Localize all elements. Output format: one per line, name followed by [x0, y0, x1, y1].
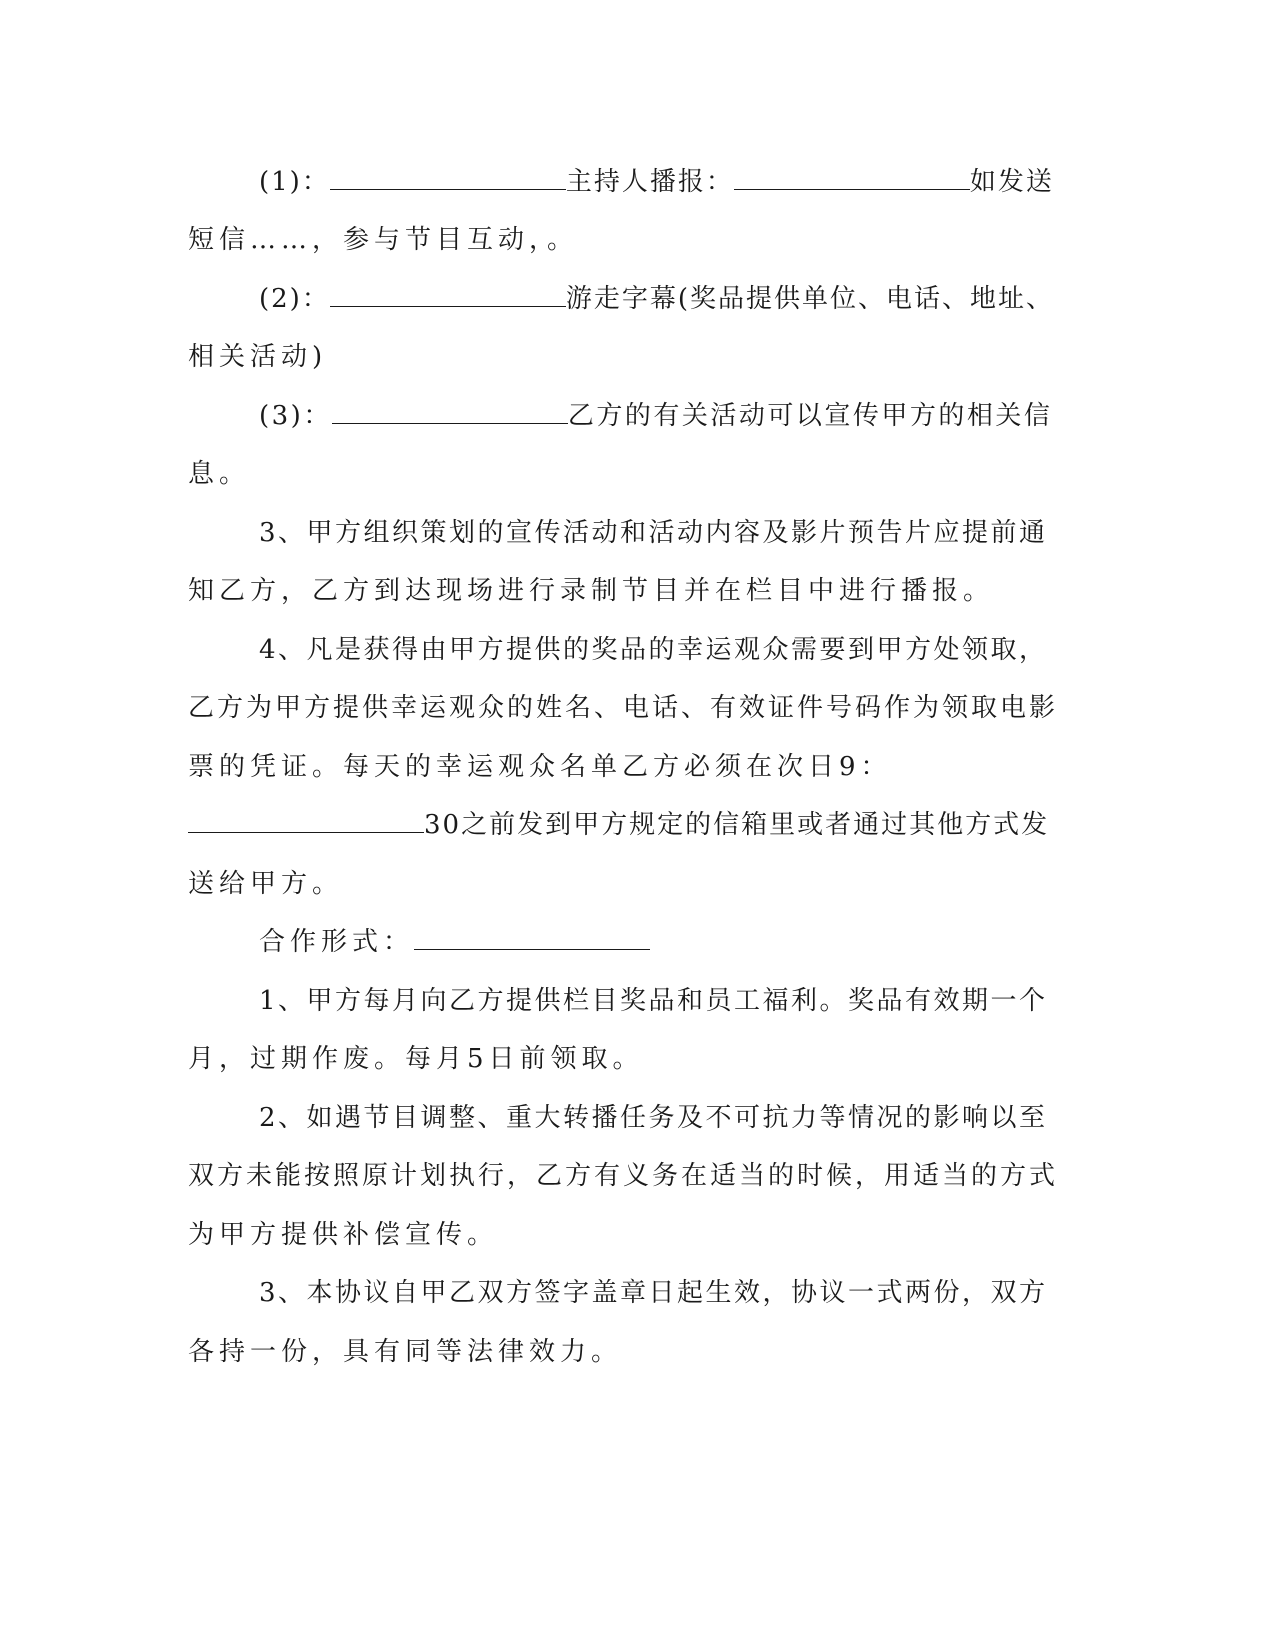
- item-text: 主持人播报：: [565, 167, 734, 197]
- blank-field: [188, 810, 424, 833]
- item-number: (2)：: [259, 284, 330, 314]
- cooperation-form-line: [259, 925, 650, 959]
- paragraph-1-line-2: 短信……，参与节目互动，。: [188, 225, 579, 255]
- paragraph-8-line-3: 为甲方提供补偿宣传。: [188, 1220, 499, 1250]
- item-text: 乙方的有关活动可以宣传甲方的相关信: [567, 401, 1053, 431]
- item-number: (3)：: [259, 401, 332, 431]
- paragraph-1-line-1: [259, 165, 1054, 199]
- paragraph-7-line-1: 1、甲方每月向乙方提供栏目奖品和员工福利。奖品有效期一个: [259, 986, 1048, 1016]
- paragraph-5-line-5: 送给甲方。: [188, 869, 344, 899]
- item-text: 如发送: [969, 167, 1054, 197]
- paragraph-5-line-4: [188, 808, 1049, 842]
- paragraph-5-line-2: 乙方为甲方提供幸运观众的姓名、电话、有效证件号码作为领取电影: [188, 693, 1059, 723]
- paragraph-4-line-2: 知乙方，乙方到达现场进行录制节目并在栏目中进行播报。: [188, 576, 995, 606]
- paragraph-7-line-2: 月，过期作废。每月5日前领取。: [188, 1044, 644, 1074]
- paragraph-2-line-2: 相关活动): [188, 342, 328, 372]
- paragraph-3-line-1: [259, 399, 1052, 433]
- blank-field: [330, 167, 566, 190]
- paragraph-5-line-3: 票的凭证。每天的幸运观众名单乙方必须在次日9：: [188, 752, 892, 782]
- cooperation-form-label: 合作形式：: [259, 927, 415, 957]
- blank-field: [330, 284, 566, 307]
- paragraph-5-line-1: 4、凡是获得由甲方提供的奖品的幸运观众需要到甲方处领取，: [259, 635, 1048, 665]
- paragraph-9-line-2: 各持一份，具有同等法律效力。: [188, 1337, 623, 1367]
- blank-field: [414, 927, 650, 950]
- item-text: 游走字幕(奖品提供单位、电话、地址、: [565, 284, 1054, 314]
- paragraph-4-line-1: 3、甲方组织策划的宣传活动和活动内容及影片预告片应提前通: [259, 518, 1048, 548]
- blank-field: [734, 167, 970, 190]
- paragraph-9-line-1: 3、本协议自甲乙双方签字盖章日起生效，协议一式两份，双方: [259, 1278, 1048, 1308]
- item-text: 30之前发到甲方规定的信箱里或者通过其他方式发: [424, 810, 1050, 840]
- paragraph-3-line-2: 息。: [188, 459, 251, 489]
- paragraph-8-line-2: 双方未能按照原计划执行，乙方有义务在适当的时候，用适当的方式: [188, 1161, 1059, 1191]
- paragraph-2-line-1: [259, 282, 1054, 316]
- blank-field: [332, 401, 568, 424]
- item-number: (1)：: [259, 167, 330, 197]
- paragraph-8-line-1: 2、如遇节目调整、重大转播任务及不可抗力等情况的影响以至: [259, 1103, 1048, 1133]
